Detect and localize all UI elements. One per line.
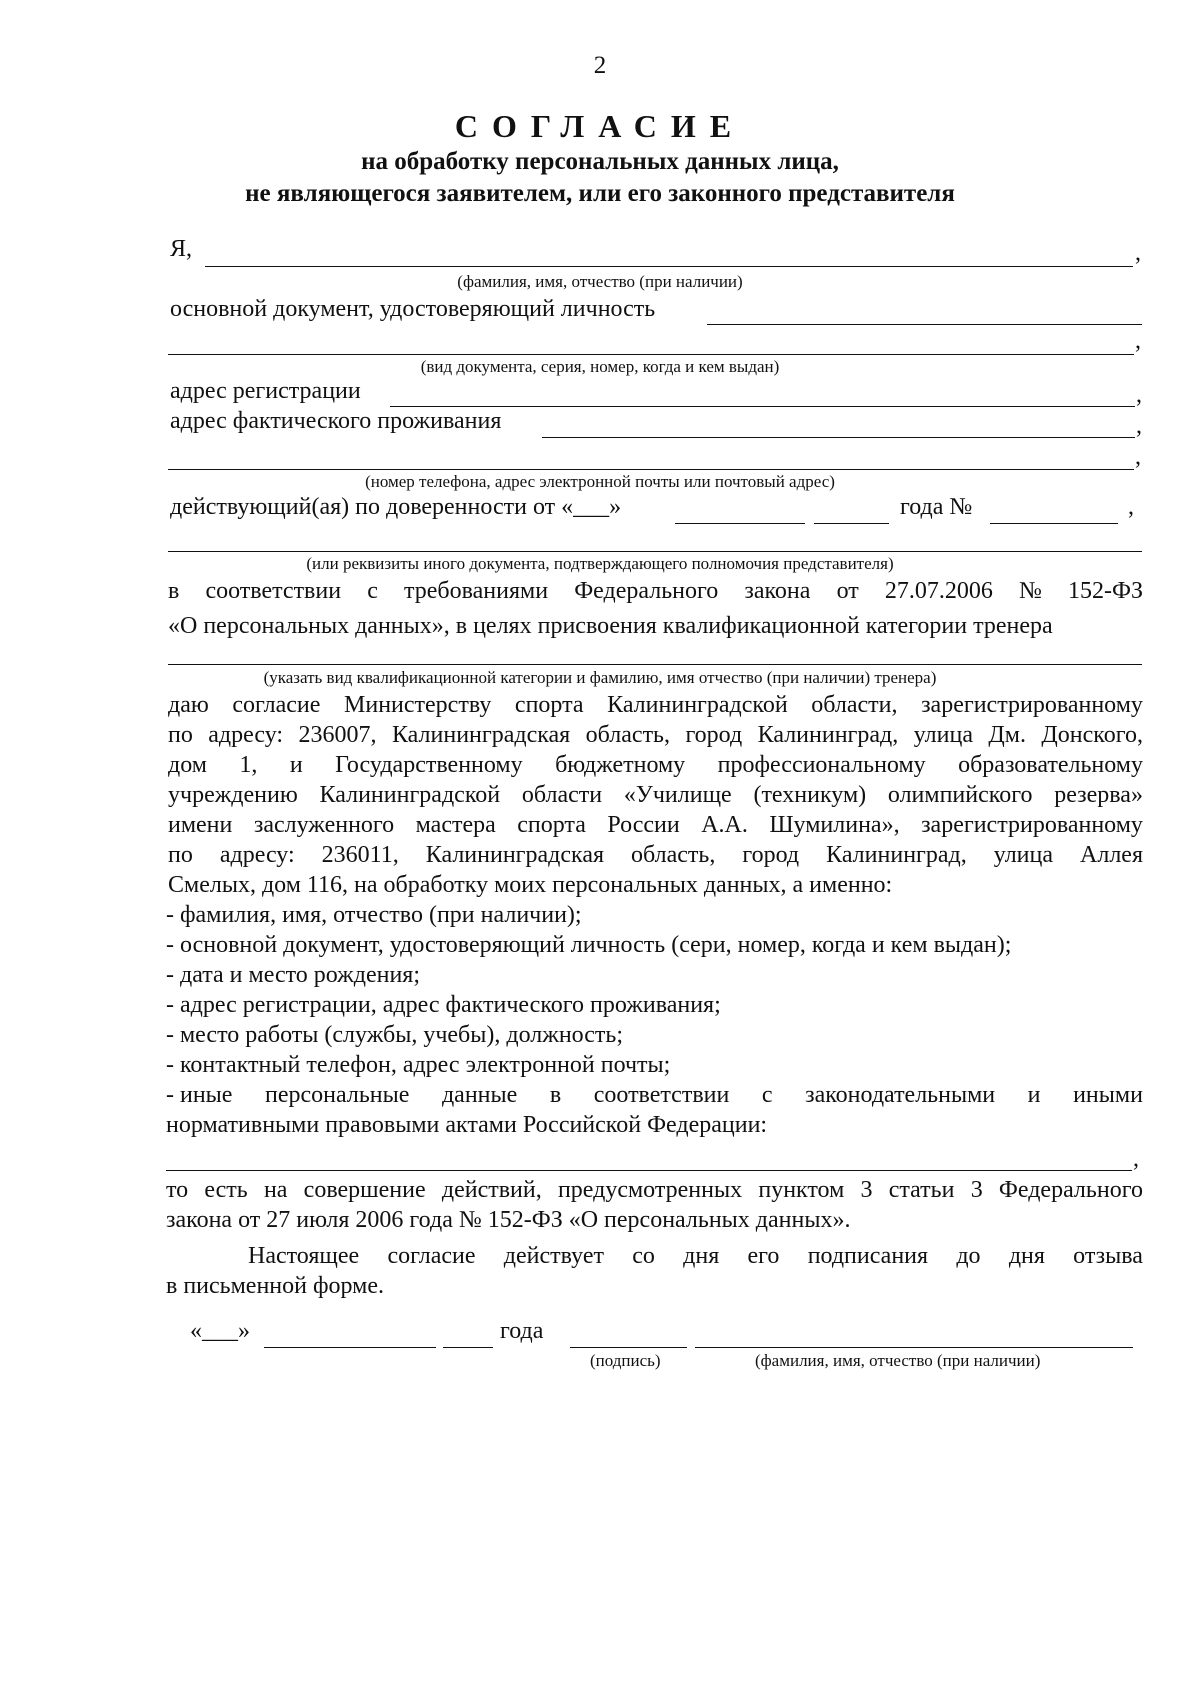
word: соответствии: [593, 1082, 730, 1108]
word: 236011,: [321, 842, 399, 868]
word: 1,: [239, 752, 258, 778]
word: области: [521, 782, 603, 808]
proxy-number-field[interactable]: [990, 523, 1118, 524]
validity-line-2: в письменной форме.: [166, 1273, 385, 1299]
validity-line-1: [248, 1243, 1143, 1270]
word: Государственному: [335, 752, 523, 778]
proxy-comma: ,: [1128, 494, 1134, 520]
word: (техникум): [753, 782, 867, 808]
word: пунктом: [758, 1177, 845, 1203]
word: законодательными: [805, 1082, 996, 1108]
doc-field-1[interactable]: [707, 324, 1142, 325]
word: даю: [168, 692, 209, 718]
word: с: [367, 578, 378, 604]
word: город: [685, 722, 743, 748]
word: и: [1027, 1082, 1041, 1108]
proxy-doc-field[interactable]: [168, 551, 1142, 552]
word: №: [1018, 578, 1042, 604]
word: от: [836, 578, 859, 604]
doc-comma: ,: [1135, 328, 1141, 354]
word: зарегистрированному: [921, 692, 1143, 718]
body-line-2: [168, 722, 1143, 749]
fio-caption: (фамилия, имя, отчество (при наличии): [457, 272, 743, 291]
word: Калининградская: [391, 722, 571, 748]
word: требованиями: [403, 578, 549, 604]
signature-caption: (подпись): [590, 1351, 661, 1370]
category-caption: (указать вид квалификационной категории и фамилию, имя отчество (при наличии) тренера): [263, 668, 937, 687]
word: его: [747, 1243, 780, 1269]
document-subtitle-1: на обработку персональных данных лица,: [361, 148, 839, 175]
word: по: [168, 722, 193, 748]
word: России: [607, 812, 680, 838]
contact-comma: ,: [1135, 444, 1141, 470]
body-line-5: [168, 812, 1143, 839]
body-line-1: [168, 692, 1143, 719]
word: дня: [683, 1243, 720, 1269]
word: в: [168, 578, 180, 604]
sign-date-year[interactable]: [443, 1347, 493, 1348]
body-line-6: [168, 842, 1143, 869]
word: Аллея: [1080, 842, 1143, 868]
ya-label: Я,: [170, 236, 193, 262]
word: данные: [441, 1082, 518, 1108]
word: зарегистрированному: [921, 812, 1143, 838]
reg-label: адрес регистрации: [170, 378, 361, 404]
word: Донского,: [1041, 722, 1143, 748]
document-title: СОГЛАСИЕ: [454, 108, 746, 144]
word: со: [632, 1243, 655, 1269]
doc-field-2[interactable]: [168, 354, 1134, 355]
word: статьи: [888, 1177, 955, 1203]
body-line-3: [168, 752, 1143, 779]
word: есть: [204, 1177, 248, 1203]
fio-field[interactable]: [205, 266, 1133, 267]
word: согласие: [232, 692, 321, 718]
word: бюджетному: [555, 752, 686, 778]
word: 236007,: [298, 722, 377, 748]
word: с: [761, 1082, 773, 1108]
word: адресу:: [208, 722, 284, 748]
action-line-2: закона от 27 июля 2006 года № 152-ФЗ «О персональных данных».: [166, 1207, 851, 1233]
word: Настоящее: [248, 1243, 360, 1269]
word: Калининградская: [425, 842, 605, 868]
word: резерва»: [1054, 782, 1143, 808]
word: отзыва: [1073, 1243, 1143, 1269]
word: «Училище: [623, 782, 732, 808]
fio-comma: ,: [1135, 240, 1141, 266]
law-line-1: [168, 578, 1143, 605]
word: профессиональному: [717, 752, 926, 778]
fact-field[interactable]: [542, 437, 1135, 438]
word: улица: [913, 722, 973, 748]
proxy-date-year[interactable]: [814, 523, 889, 524]
list-item: - контактный телефон, адрес электронной почты;: [166, 1052, 671, 1078]
contact-caption: (номер телефона, адрес электронной почты или почтовый адрес): [365, 472, 835, 491]
word: 27.07.2006: [884, 578, 993, 604]
list-item: - место работы (службы, учебы), должность;: [166, 1022, 624, 1048]
word: имени: [168, 812, 233, 838]
word: - иные: [166, 1082, 233, 1108]
doc-caption: (вид документа, серия, номер, когда и кем выдан): [420, 357, 780, 376]
word: иными: [1073, 1082, 1143, 1108]
word: подписания: [807, 1243, 929, 1269]
proxy-year-label: года №: [900, 494, 973, 520]
word: спорта: [517, 812, 586, 838]
word: мастера: [415, 812, 496, 838]
word: улица: [993, 842, 1054, 868]
word: соответствии: [205, 578, 342, 604]
doc-label: основной документ, удостоверяющий личность: [170, 296, 656, 322]
body-line-7: Смелых, дом 116, на обработку моих персональных данных, а именно:: [168, 872, 893, 898]
list-item: - основной документ, удостоверяющий личность (сери, номер, когда и кем выдан);: [166, 932, 1012, 958]
word: Дм.: [988, 722, 1026, 748]
signature-field[interactable]: [570, 1347, 687, 1348]
list-item-other-cont: нормативными правовыми актами Российской Федерации:: [166, 1112, 768, 1138]
word: спорта: [514, 692, 584, 718]
action-line-1: [166, 1177, 1143, 1204]
word: предусмотренных: [557, 1177, 743, 1203]
word: в: [549, 1082, 562, 1108]
word: Калининградской: [319, 782, 501, 808]
word: область,: [631, 842, 716, 868]
fact-comma: ,: [1136, 413, 1142, 439]
reg-comma: ,: [1136, 382, 1142, 408]
word: адресу:: [219, 842, 295, 868]
word: согласие: [387, 1243, 476, 1269]
word: закона: [744, 578, 811, 604]
word: дня: [1008, 1243, 1045, 1269]
signature-fio-field[interactable]: [695, 1347, 1133, 1348]
body-line-4: [168, 782, 1143, 809]
word: заслуженного: [253, 812, 395, 838]
proxy-caption: (или реквизиты иного документа, подтверждающего полномочия представителя): [306, 554, 894, 573]
word: области,: [811, 692, 898, 718]
word: образовательному: [958, 752, 1143, 778]
word: Министерству: [344, 692, 492, 718]
word: персональные: [265, 1082, 410, 1108]
word: учреждению: [168, 782, 298, 808]
word: до: [956, 1243, 981, 1269]
law-line-2: «О персональных данных», в целях присвоения квалификационной категории тренера: [168, 613, 1053, 639]
word: Федерального: [998, 1177, 1143, 1203]
word: область,: [585, 722, 670, 748]
word: А.А.: [701, 812, 748, 838]
reg-field[interactable]: [390, 406, 1135, 407]
word: Калининградской: [607, 692, 788, 718]
word: Шумилина»,: [769, 812, 900, 838]
word: 152-ФЗ: [1068, 578, 1143, 604]
page-number: 2: [593, 52, 607, 79]
word: совершение: [303, 1177, 426, 1203]
sign-date-day: «___»: [190, 1318, 250, 1344]
word: действует: [503, 1243, 604, 1269]
proxy-label: действующий(ая) по доверенности от «___»: [170, 494, 622, 520]
list-item: - фамилия, имя, отчество (при наличии);: [166, 902, 582, 928]
word: 3: [970, 1177, 983, 1203]
word: Калининград,: [826, 842, 967, 868]
word: 3: [860, 1177, 873, 1203]
word: на: [263, 1177, 288, 1203]
word: Калининград,: [757, 722, 899, 748]
contact-field[interactable]: [168, 469, 1134, 470]
word: действий,: [441, 1177, 542, 1203]
word: олимпийского: [887, 782, 1033, 808]
sign-year-label: года: [500, 1318, 544, 1344]
proxy-date-month[interactable]: [675, 523, 805, 524]
signature-fio-caption: (фамилия, имя, отчество (при наличии): [755, 1351, 1041, 1370]
document-subtitle-2: не являющегося заявителем, или его законного представителя: [245, 180, 955, 207]
category-field[interactable]: [168, 664, 1142, 665]
word: и: [289, 752, 303, 778]
word: дом: [168, 752, 207, 778]
list-item: - дата и место рождения;: [166, 962, 421, 988]
sign-date-month[interactable]: [264, 1347, 436, 1348]
list-item-other: [166, 1082, 1143, 1109]
word: город: [742, 842, 800, 868]
word: то: [166, 1177, 189, 1203]
list-item: - адрес регистрации, адрес фактического проживания;: [166, 992, 721, 1018]
word: Федерального: [574, 578, 719, 604]
other-data-field[interactable]: [166, 1170, 1132, 1171]
word: по: [168, 842, 193, 868]
other-data-comma: ,: [1133, 1146, 1139, 1172]
fact-label: адрес фактического проживания: [170, 408, 502, 434]
